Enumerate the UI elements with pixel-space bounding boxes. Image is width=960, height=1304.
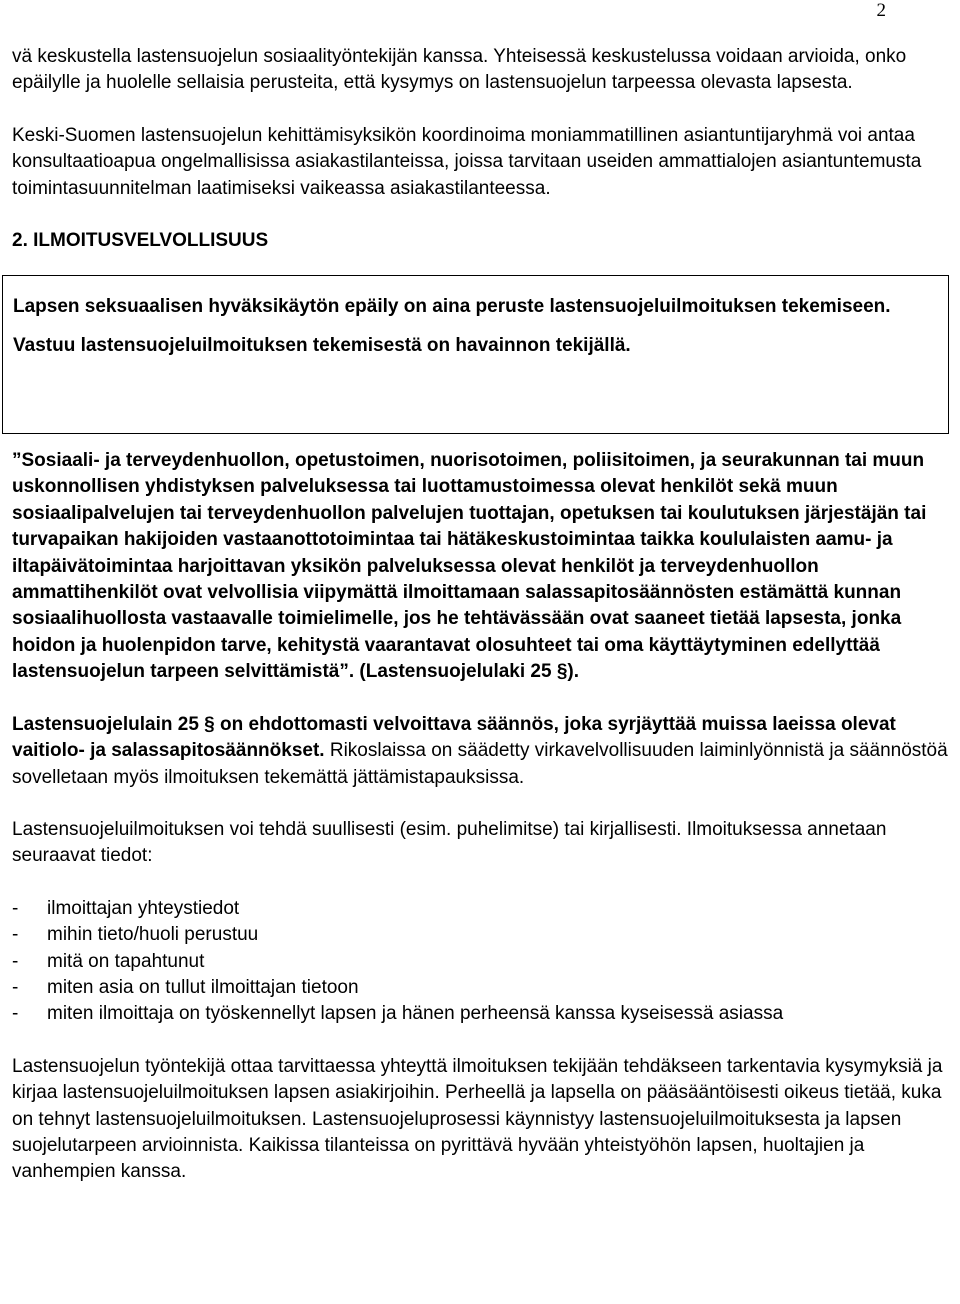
highlight-box	[2, 275, 949, 434]
list-dash: -	[12, 1003, 19, 1025]
law-quote: ”Sosiaali- ja terveydenhuollon, opetustoimen, nuorisotoimen, poliisitoimen, ja seurakunnan tai muun uskonnollisen yhdistyksen palveluksessa tai luottamustoimessa olevat henkilöt sekä muun sosiaalipalvelujen tai terveydenhuollon palvelujen tuottajan, opetuksen tai koulutuksen järjestäjän tai turvapaikan hakijoiden vastaanottotoimintaa tai hätäkeskustoimintaa taikka koululaisten aamu- ja iltapäivätoimintaa harjoittavan yksikön palveluksessa olevat henkilöt ja terveydenhuollon ammattihenkilöt ovat velvollisia viipymättä ilmoittamaan salassapitosäännösten estämättä kunnan sosiaalihuollosta vastaavalle toimielimelle, jos he tehtävässään ovat saaneet tietää lapsesta, jonka hoidon ja huolenpidon tarve, kehitystä vaarantavat olosuhteet tai oma käyttäytyminen edellyttää lastensuojelun tarpeen selvittämistä”. (Lastensuojelulaki 25 §).	[12, 450, 927, 683]
law-normal-text: Rikoslaissa on säädetty virkavelvollisuuden laiminlyönnistä ja säännöstöä sovelletaan myös ilmoituksen tekemättä jättämistapauksissa.	[12, 740, 948, 788]
page-number: 2	[876, 0, 886, 21]
list-item: - mihin tieto/huoli perustuu	[12, 922, 948, 948]
paragraph-law-25	[12, 712, 948, 791]
list-dash: -	[12, 976, 19, 998]
list-dash: -	[12, 897, 19, 919]
list-item: - miten ilmoittaja on työskennellyt lapsen ja hänen perheensä kanssa kyseisessä asiassa	[12, 1001, 948, 1027]
list-dash: -	[12, 924, 19, 946]
box-line-1: Lapsen seksuaalisen hyväksikäytön epäily on aina peruste lastensuojeluilmoituksen tekemiseen.	[13, 296, 891, 318]
list-dash: -	[12, 950, 19, 972]
list-item: - mitä on tapahtunut	[12, 949, 948, 975]
box-line-2: Vastuu lastensuojeluilmoituksen tekemisestä on havainnon tekijällä.	[13, 335, 631, 357]
section-heading: 2. ILMOITUSVELVOLLISUUS	[12, 230, 269, 252]
list-item: - miten asia on tullut ilmoittajan tietoon	[12, 975, 948, 1001]
info-list	[12, 896, 948, 1028]
list-item: - ilmoittajan yhteystiedot	[12, 896, 948, 922]
paragraph-report-intro: Lastensuojeluilmoituksen voi tehdä suullisesti (esim. puhelimitse) tai kirjallisesti. Ilmoituksessa annetaan seuraavat tiedot:	[12, 818, 887, 867]
law-bold-text: Lastensuojelulain 25 § on ehdottomasti velvoittava säännös, joka syrjäyttää muissa laeissa olevat vaitiolo- ja salassapitosäännökset.	[12, 713, 896, 762]
paragraph-expert-group: Keski-Suomen lastensuojelun kehittämisyksikön koordinoima moniammatillinen asiantuntijaryhmä voi antaa konsultaatioapua ongelmallisissa asiakastilanteissa, joissa tarvitaan useiden ammattialojen asiantuntemusta toimintasuunnitelman laatimiseksi vaikeassa asiakastilanteessa.	[12, 124, 922, 199]
paragraph-final: Lastensuojelun työntekijä ottaa tarvittaessa yhteyttä ilmoituksen tekijään tehdäkseen tarkentavia kysymyksiä ja kirjaa lastensuojeluilmoituksen lapsen asiakirjoihin. Perheellä ja lapsella on pääsääntöisesti oikeus tietää, kuka on tehnyt lastensuojeluilmoituksen. Lastensuojeluprosessi käynnistyy lastensuojeluilmoituksesta ja lapsen suojelutarpeen arvioinnista. Kaikissa tilanteissa on pyrittävä hyvään yhteistyöhön lapsen, huoltajien ja vanhempien kanssa.	[12, 1055, 943, 1183]
document-body	[12, 44, 948, 1186]
paragraph-intro: vä keskustella lastensuojelun sosiaalityöntekijän kanssa. Yhteisessä keskustelussa voidaan arvioida, onko epäilylle ja huolelle sellaisia perusteita, että kysymys on lastensuojelun tarpeessa olevasta lapsesta.	[12, 46, 907, 94]
